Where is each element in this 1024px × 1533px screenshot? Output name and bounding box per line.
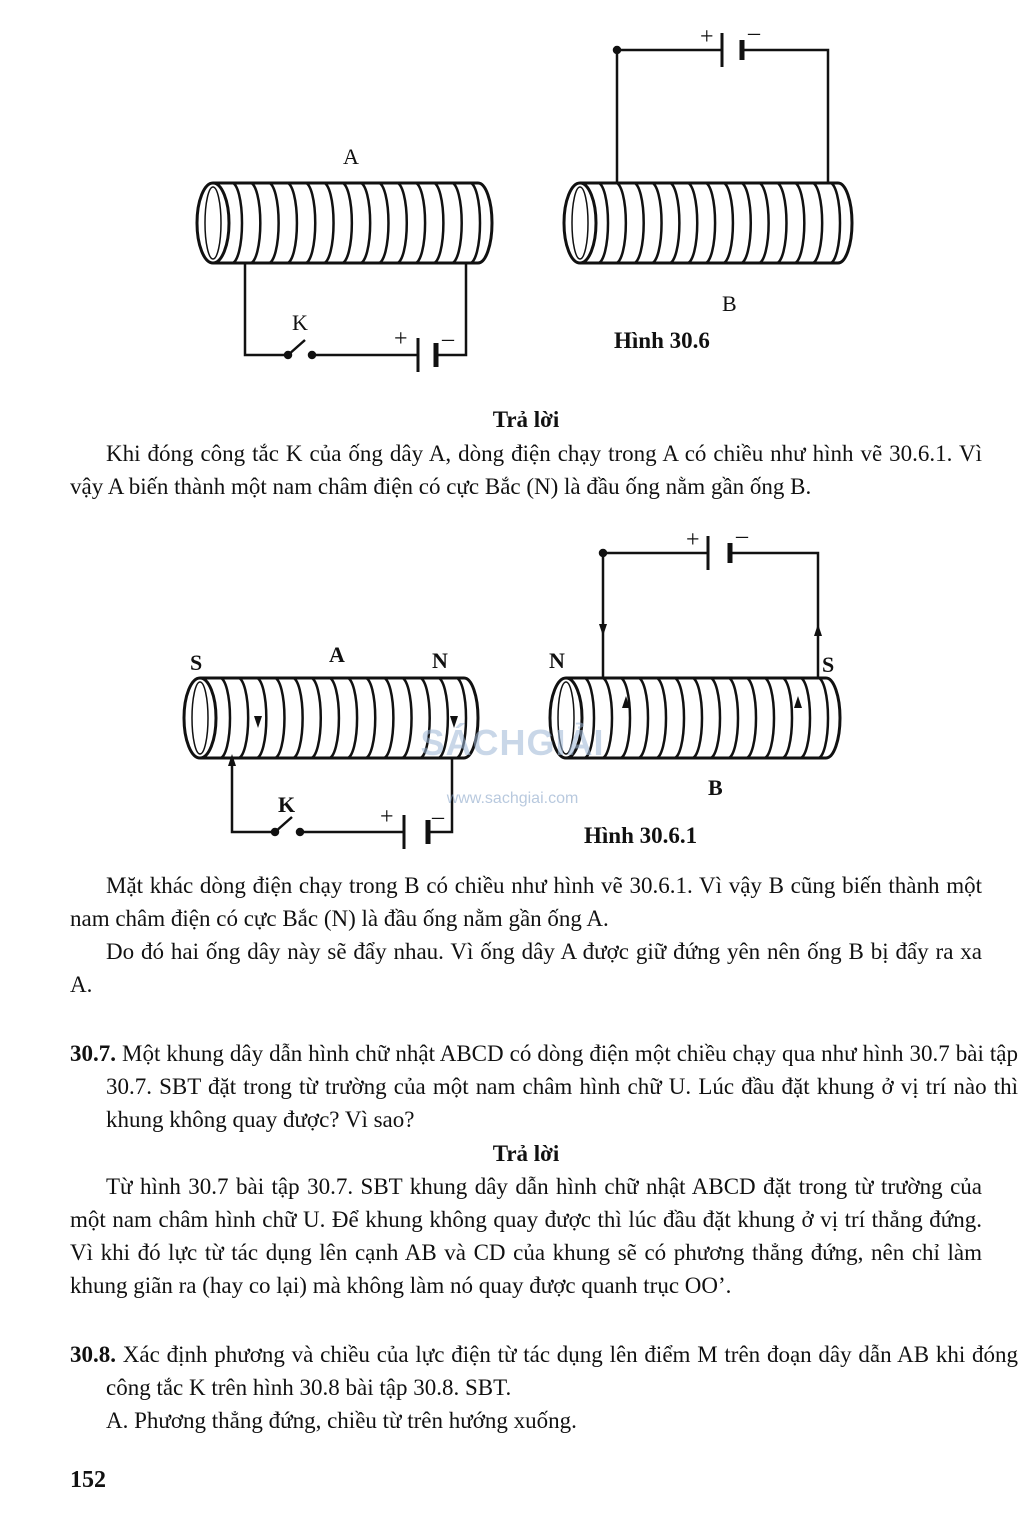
coil-turn xyxy=(794,183,804,263)
coil-turn xyxy=(634,183,644,263)
battery-a-plus: + xyxy=(394,326,408,352)
coil-turn xyxy=(470,183,480,263)
coil-turn xyxy=(452,183,462,263)
battery-a-minus: – xyxy=(432,804,444,830)
coil-turn xyxy=(305,183,315,263)
label-a: A xyxy=(329,642,345,667)
coil-turn xyxy=(324,183,334,263)
coil-turn xyxy=(687,183,697,263)
coil-turn xyxy=(759,183,769,263)
coil-turn xyxy=(656,678,666,758)
coil-turn xyxy=(705,183,715,263)
watermark-url: www.sachgiai.com xyxy=(446,790,579,807)
coil-turn xyxy=(818,678,828,758)
current-arrow-icon xyxy=(228,754,236,766)
label-a: A xyxy=(343,144,359,169)
battery-b-plus: + xyxy=(700,24,714,50)
label-n-left: N xyxy=(432,648,448,673)
label-b: B xyxy=(722,291,737,316)
battery-b-minus: – xyxy=(748,20,760,46)
current-arrow-icon xyxy=(794,696,802,708)
coil-turn xyxy=(232,183,242,263)
circuit-b-wires xyxy=(614,33,828,183)
label-s-left: S xyxy=(190,650,203,675)
battery-a-minus: – xyxy=(442,326,454,352)
current-arrow-icon xyxy=(254,716,262,728)
page-number: 152 xyxy=(70,1467,106,1493)
coil-turn xyxy=(274,678,284,758)
coil-turn xyxy=(342,183,352,263)
figure-caption: Hình 30.6 xyxy=(614,328,710,353)
option-a: A. Phương thẳng đứng, chiều từ trên hướng xuống. xyxy=(106,1408,577,1433)
coil-turn xyxy=(311,678,321,758)
watermark xyxy=(405,718,620,818)
coil-turn xyxy=(692,678,702,758)
coil-b xyxy=(564,183,852,263)
coil-turn xyxy=(287,183,297,263)
coil-turn xyxy=(329,678,339,758)
coil-turn xyxy=(598,183,608,263)
label-n-right: N xyxy=(549,648,565,673)
answer-paragraph: Do đó hai ống dây này sẽ đẩy nhau. Vì ống dây A được giữ đứng yên nên ống B bị đẩy ra xa A. xyxy=(70,939,982,997)
coil-turn xyxy=(830,183,840,263)
coil-turn xyxy=(764,678,774,758)
circuit-b-wires xyxy=(600,536,818,678)
answer-paragraph: Khi đóng công tắc K của ống dây A, dòng điện chạy trong A có chiều như hình vẽ 30.6.1. Vì vậy A biến thành một nam châm điện có cực Bắc (N) là đầu ống nằm gần ống B. xyxy=(70,441,982,499)
coil-turn xyxy=(638,678,648,758)
coil-turn xyxy=(741,183,751,263)
coil-turn xyxy=(238,678,248,758)
figure-caption: Hình 30.6.1 xyxy=(584,823,698,848)
coil-turn xyxy=(652,183,662,263)
answer-paragraph: Từ hình 30.7 bài tập 30.7. SBT khung dây dẫn hình chữ nhật ABCD đặt trong từ trường của một nam châm hình chữ U. Để khung không quay được thì lúc đầu đặt khung ở vị trí thẳng đứng. Vì khi đó lực từ tác dụng lên cạnh AB và CD của khung sẽ có phương thẳng đứng, nên chỉ làm khung giãn ra (hay co lại) mà không làm nó quay được quanh trục OO’. xyxy=(70,1174,982,1298)
coil-turn xyxy=(782,678,792,758)
coil-turn xyxy=(800,678,810,758)
coil-turn xyxy=(378,183,388,263)
question-text: Một khung dây dẫn hình chữ nhật ABCD có dòng điện một chiều chạy qua như hình 30.7 bài tập 30.7. SBT đặt trong từ trường của một nam châm hình chữ U. Lúc đầu đặt khung ở vị trí nào thì khung không quay được? Vì sao? xyxy=(106,1041,1018,1132)
coil-turn xyxy=(674,678,684,758)
question-30-8 xyxy=(70,1338,1018,1404)
watermark-title: SÁCHGIẢI xyxy=(420,722,605,763)
question-number: 30.7. xyxy=(70,1041,116,1066)
coil-turn xyxy=(433,183,443,263)
battery-b-minus: – xyxy=(736,530,748,549)
battery-b-plus: + xyxy=(686,530,700,553)
coil-turn xyxy=(728,678,738,758)
coil-turn xyxy=(250,183,260,263)
coil-turn xyxy=(812,183,822,263)
figure-30-6 xyxy=(0,0,1024,390)
coil-turn xyxy=(669,183,679,263)
current-arrow-icon xyxy=(599,624,607,636)
coil-turn xyxy=(776,183,786,263)
label-k: K xyxy=(278,792,296,817)
battery-a-plus: + xyxy=(380,804,394,830)
label-k: K xyxy=(292,310,308,335)
coil-turn xyxy=(620,678,630,758)
answer-heading: Trả lời xyxy=(492,1141,560,1166)
coil-turn xyxy=(415,183,425,263)
current-arrow-icon xyxy=(814,624,822,636)
coil-turn xyxy=(746,678,756,758)
label-s-right: S xyxy=(822,652,835,677)
question-30-7 xyxy=(70,1037,1018,1136)
coil-turn xyxy=(723,183,733,263)
coil-turn xyxy=(293,678,303,758)
coil-turn xyxy=(360,183,370,263)
answer-heading: Trả lời xyxy=(492,407,560,432)
coil-turn xyxy=(397,183,407,263)
coil-turn xyxy=(220,678,230,758)
coil-turn xyxy=(616,183,626,263)
coil-turn xyxy=(365,678,375,758)
question-text: Xác định phương và chiều của lực điện từ tác dụng lên điểm M trên đoạn dây dẫn AB khi đóng công tắc K trên hình 30.8 bài tập 30.8. SBT. xyxy=(106,1342,1018,1400)
coil-turn xyxy=(383,678,393,758)
coil-turn xyxy=(269,183,279,263)
answer-paragraph: Mặt khác dòng điện chạy trong B có chiều như hình vẽ 30.6.1. Vì vậy B cũng biến thành một nam châm điện có cực Bắc (N) là đầu ống nằm gần ống A. xyxy=(70,873,982,931)
label-b: B xyxy=(708,775,723,800)
circuit-a-wires xyxy=(245,263,466,372)
question-number: 30.8. xyxy=(70,1342,116,1367)
coil-turn xyxy=(347,678,357,758)
coil-turn xyxy=(710,678,720,758)
coil-a xyxy=(197,183,492,263)
